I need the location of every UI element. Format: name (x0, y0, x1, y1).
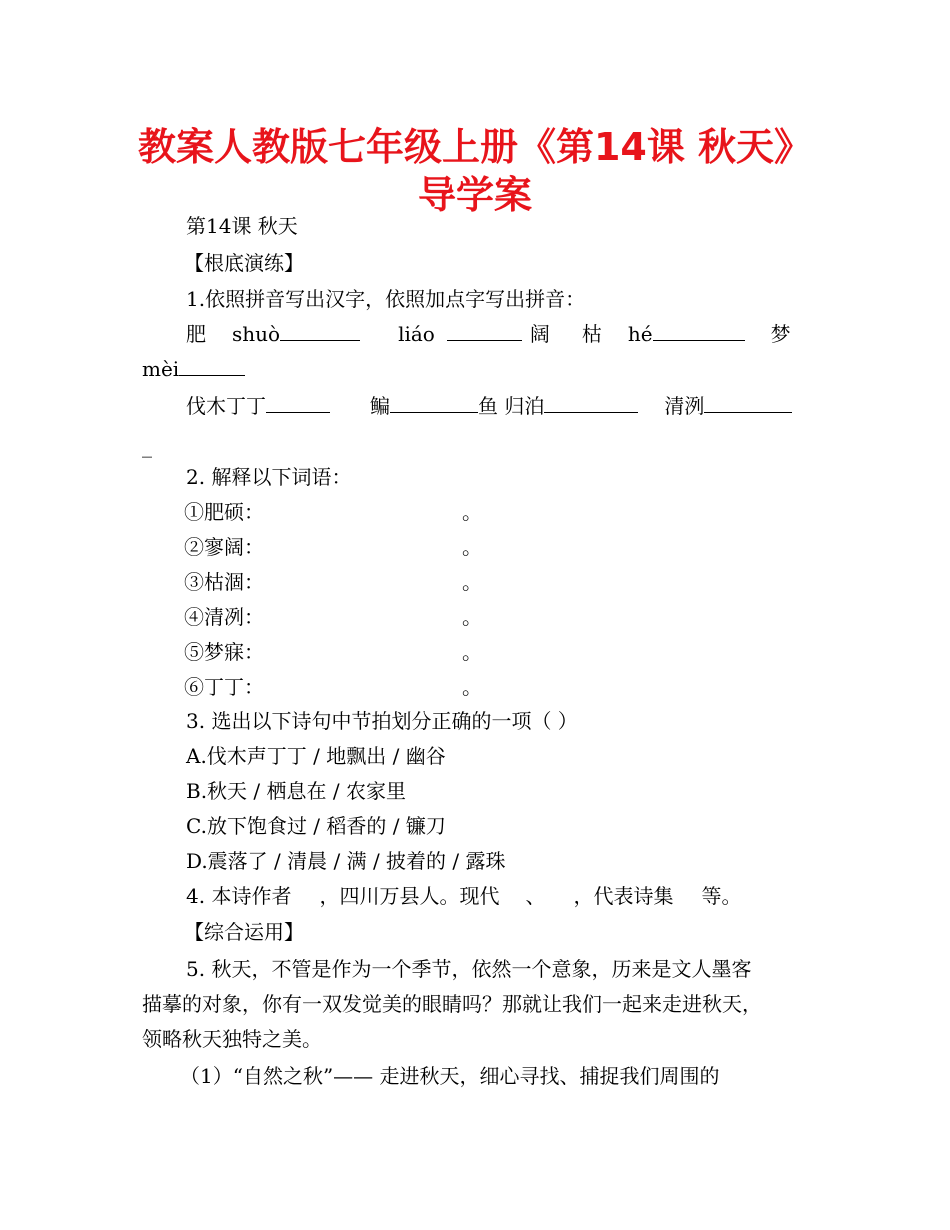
section-comprehensive-heading: 【综合运用】 (184, 920, 304, 944)
q1-item: 清洌 (664, 394, 705, 418)
q1-item: 伐木丁丁 (186, 394, 266, 418)
q5-line2: 描摹的对象，你有一双发觉美的眼睛吗？那就让我们一起来走进秋天， (142, 992, 762, 1016)
q4-line: 4. 本诗作者 ，四川万县人。现代 、 ，代表诗集 等。 (186, 884, 742, 908)
q1-item: 梦 (770, 322, 791, 346)
q1-item: shuò (232, 322, 281, 346)
q2-item-5: ⑤梦寐： 。 (184, 640, 482, 664)
doc-title-line2: 导学案 (417, 173, 532, 217)
q1-item: 阔 (529, 322, 550, 346)
answer-blank[interactable] (266, 392, 330, 413)
q3-option-d: D.震落了 / 清晨 / 满 / 披着的 / 露珠 (186, 849, 506, 873)
q1-prompt: 1.依照拼音写出汉字，依照加点字写出拼音： (186, 287, 586, 311)
answer-blank[interactable] (653, 320, 745, 341)
q2-item-4: ④清冽： 。 (184, 605, 482, 629)
q1-item: 肥 (186, 322, 206, 346)
q1-row2 (186, 392, 792, 420)
q5-line1: 5. 秋天，不管是作为一个季节，依然一个意象，历来是文人墨客 (186, 957, 752, 981)
q1-item: 鱼 归泊 (478, 394, 545, 418)
q1-item: hé (627, 322, 653, 346)
q2-prompt: 2. 解释以下词语： (186, 465, 352, 489)
section-basic-heading: 【根底演练】 (184, 251, 304, 275)
doc-title-line1: 教案人教版七年级上册《第14课 秋天》 (137, 125, 813, 169)
lesson-heading: 第14课 秋天 (186, 214, 298, 238)
answer-blank[interactable] (544, 392, 638, 413)
q1-row1 (186, 320, 791, 348)
q2-item-1: ①肥硕： 。 (184, 500, 482, 524)
answer-blank[interactable] (447, 320, 522, 341)
q1-row1-tail: mèi (142, 355, 245, 383)
q2-item-3: ③枯涸： 。 (184, 570, 482, 594)
q1-row2-tail: _ (142, 434, 152, 458)
q3-option-b: B.秋天 / 栖息在 / 农家里 (186, 779, 406, 803)
q5-sub1: （1）“自然之秋”—— 走进秋天，细心寻找、捕捉我们周围的 (180, 1064, 720, 1088)
answer-blank[interactable] (179, 355, 245, 376)
answer-blank[interactable] (390, 392, 478, 413)
q1-item: 鳊 (370, 394, 390, 418)
q1-item: 枯 (581, 322, 602, 346)
answer-blank[interactable] (704, 392, 792, 413)
q2-item-6: ⑥丁丁： 。 (184, 675, 482, 699)
q2-item-2: ②寥阔： 。 (184, 535, 482, 559)
answer-blank[interactable] (280, 320, 360, 341)
q3-option-c: C.放下饱食过 / 稻香的 / 镰刀 (186, 814, 446, 838)
q5-line3: 领略秋天独特之美。 (142, 1027, 322, 1051)
q1-item: liáo (398, 322, 435, 346)
q3-option-a: A.伐木声丁丁 / 地飘出 / 幽谷 (186, 744, 446, 768)
q3-prompt: 3. 选出以下诗句中节拍划分正确的一项（ ） (186, 709, 578, 733)
